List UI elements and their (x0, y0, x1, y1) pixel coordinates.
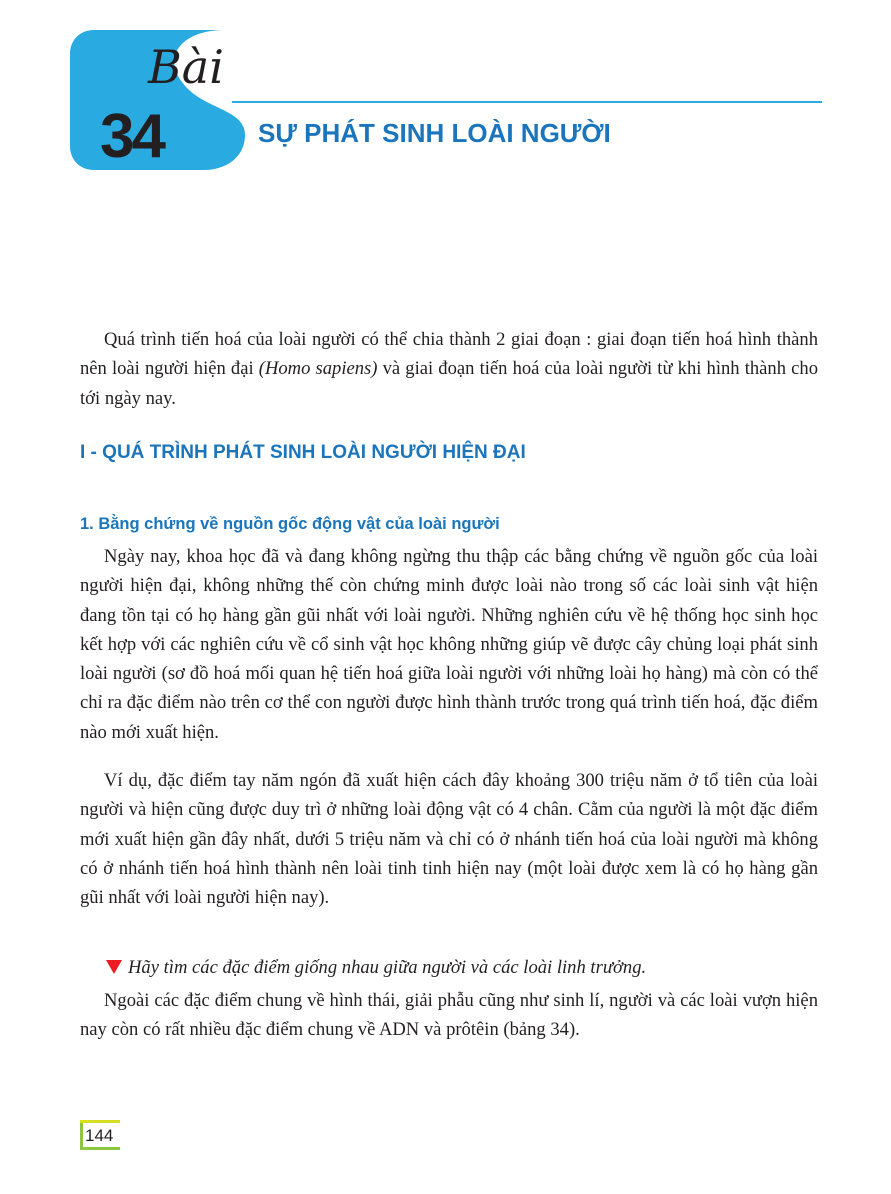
body-paragraph-1: Ngày nay, khoa học đã và đang không ngừng thu thập các bằng chứng về nguồn gốc của loài người hiện đại, không những thế còn chứng minh được loài nào trong số các loài sinh vật hiện đang tồn tại có họ hàng gần gũi nhất với loài người. Những nghiên cứu về hệ thống học sinh học kết hợp với các nghiên cứu về cổ sinh vật học không những giúp vẽ được cây chủng loại phát sinh loài người (sơ đồ hoá mối quan hệ tiến hoá giữa loài người với những loài họ hàng) mà còn có thể chỉ ra đặc điểm nào trên cơ thể con người được hình thành trước trong quá trình tiến hoá, đặc điểm nào mới xuất hiện. (80, 546, 818, 743)
intro-paragraph (80, 325, 818, 413)
subsection-heading: 1. Bằng chứng về nguồn gốc động vật của loài người (80, 515, 500, 533)
body-paragraph-2: Ví dụ, đặc điểm tay năm ngón đã xuất hiện cách đây khoảng 300 triệu năm ở tổ tiên của loài người và hiện cũng được duy trì ở những loài động vật có 4 chân. Cằm của người là một đặc điểm mới xuất hiện gần đây nhất, dưới 5 triệu năm và chỉ có ở nhánh tiến hoá của loài người mà không có ở nhánh tiến hoá hình thành nên loài tinh tinh hiện nay (một loài được xem là có họ hàng gần gũi nhất với loài người hiện nay). (80, 770, 818, 909)
intro-text-before: Quá trình tiến hoá của loài người có thể chia thành 2 giai đoạn : giai đoạn tiến hoá hình thành nên loài người hiện đại (80, 329, 818, 380)
question-text: Hãy tìm các đặc điểm giống nhau giữa người và các loài linh trưởng. (128, 957, 647, 978)
page-number: 144 (85, 1126, 114, 1145)
section-heading: I - QUÁ TRÌNH PHÁT SINH LOÀI NGƯỜI HIỆN ĐẠI (80, 442, 526, 463)
page-number-box (80, 1120, 120, 1150)
red-triangle-icon (106, 960, 122, 974)
intro-text-after: và giai đoạn tiến hoá của loài người từ khi hình thành cho tới ngày nay. (80, 358, 818, 409)
lesson-header (0, 0, 891, 180)
closing-paragraph: Ngoài các đặc điểm chung về hình thái, giải phẫu cũng như sinh lí, người và các loài vượn hiện nay còn có rất nhiều đặc điểm chung về ADN và prôtêin (bảng 34). (80, 990, 818, 1041)
lesson-word: Bài (148, 40, 224, 94)
question-prompt (106, 953, 818, 982)
intro-italic-term: (Homo sapiens) (258, 358, 378, 380)
lesson-number: 34 (100, 102, 163, 171)
lesson-title: SỰ PHÁT SINH LOÀI NGƯỜI (258, 118, 611, 148)
title-divider (232, 101, 822, 103)
